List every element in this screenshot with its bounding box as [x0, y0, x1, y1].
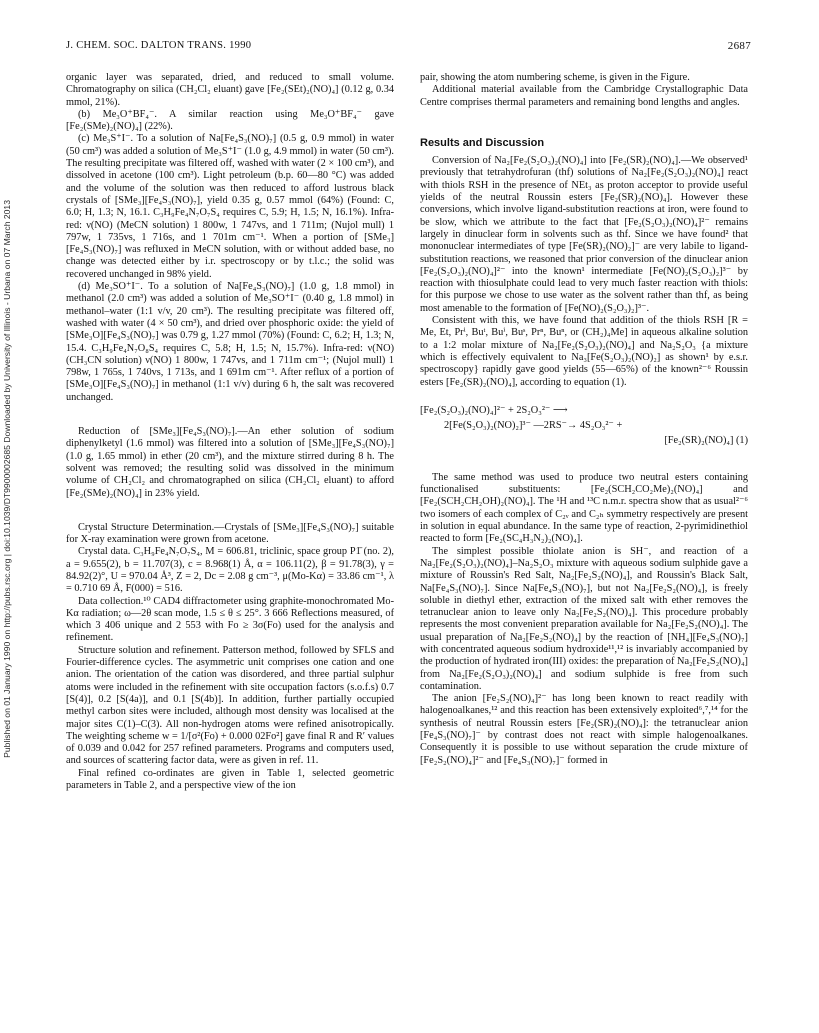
paragraph: The anion [Fe₂S₂(NO)₄]²⁻ has long been known to react readily with halogenoalkanes,¹² and this reaction has been extensively exploited⁶,⁷,¹⁴ for the synthesis of neutral Roussin esters [Fe₂(SR)₂(NO)₄]: the tetranuclear anion [Fe₄S₃(NO)₇]⁻ by contrast does not react with simple halogenoalkanes. Consequently it is possible to use without separation the crude mixture of [Fe₂S₂(NO)₄]²⁻ and [Fe₄S₃(NO)₇]⁻ formed in: [420, 693, 748, 766]
paragraph: pair, showing the atom numbering scheme, is given in the Figure.: [420, 72, 690, 83]
paragraph: (c) Me₃S⁺I⁻. To a solution of Na[Fe₄S₃(NO)₇] (0.5 g, 0.9 mmol) in water (50 cm³) was added a solution of Me₃S⁺I⁻ (1.0 g, 4.9 mmol) in water (50 cm³). The resulting precipitate was filtered off, washed with water (2 × 100 cm³), and dissolved in acetone (100 cm³). Light petroleum (b.p. 60—80 °C) was added and the volume of the solution was then reduced to afford lustrous black crystals of [SMe₃][Fe₄S₃(NO)₇], yield 0.35 g, 0.57 mmol (64%) (Found: C, 6.0; H, 1.3; N, 16.1. C₃H₉Fe₄N₇O₇S₄ requires C, 5.9; H, 1.5; N, 16.1%). Infra-red: ν(NO) (MeCN solution) 1 800w, 1 747vs, and 1 711m; (Nujol mull) 1 797w, 1 735vs, 1 716s, and 1 701m cm⁻¹. When a portion of [SMe₃][Fe₄S₃(NO)₇] was refluxed in MeCN solution, with or without added base, no change was detected either by i.r. spectroscopy or by t.l.c.; the solid was recovered unchanged in 98% yield.: [66, 133, 394, 280]
paragraph: The same method was used to produce two neutral esters containing functionalised substituents: [Fe₂(SCH₂CO₂Me)₂(NO)₄] and [Fe₂(SCH₂CH₂OH)₂(NO)₄]. The ¹H and ¹³C n.m.r. spectra show that as usual²⁻⁶ two isomers of each complex of C₂ᵥ and C₂ₕ symmetry respectively are present in solution in equal abundance. In the same type of reaction, 2-pyrimidinethiol reacted to form [Fe₂(SC₄H₃N₂)₂(NO)₄].: [420, 471, 748, 545]
left-column: [66, 72, 394, 792]
paragraph: (d) Me₃SO⁺I⁻. To a solution of Na[Fe₄S₃(NO)₇] (1.0 g, 1.8 mmol) in methanol (2.0 cm³) was added a solution of Me₃SO⁺I⁻ (0.40 g, 1.8 mmol) in methanol–water (1:1 v/v, 20 cm³). The resulting precipitate was filtered off, washed with water (4 × 50 cm³), and dried over phosphoric oxide: the yield of [SMe₃O][Fe₄S₃(NO)₇] was 0.79 g, 1.27 mmol (70%) (Found: C, 6.2; H, 1.3; N, 15.4. C₃H₉Fe₄N₇O₈S₄ requires C, 5.8; H, 1.5; N, 15.7%). Infra-red: ν(NO) (CH₃CN solution) ν(NO) 1 800w, 1 747vs, and 1 711m cm⁻¹; (Nujol mull) 1 798w, 1 765s, 1 740vs, 1 713s, and 1 691m cm⁻¹. After reflux of a portion of [SMe₃O][Fe₄S₃(NO)₇] in methanol (1:1 v/v) during 6 h, the salt was recovered unchanged.: [66, 281, 394, 403]
paragraph: Structure solution and refinement. Patterson method, followed by SFLS and Fourier-difference cycles. The asymmetric unit comprises one cation and one anion. The orientation of the cation was disordered, and three partial sulphur atoms were included in the refinement with site occupation factors (s.o.f.s) 0.7 [S(4)], 0.2 [S(4a)], and 0.1 [S(4b)]. In addition, further partially occupied methyl carbon sites were included, although most density was localised at the major sites C(1)–C(3). All non-hydrogen atoms were refined anisotropically. The weighting scheme w = 1/[σ²(Fo) + 0.000 02Fo²] gave final R and R′ values of 0.039 and 0.042 for 257 refined parameters. Programs and computers used, and sources of scattering factor data, were as given in ref. 11.: [66, 644, 394, 767]
equation-line: [Fe₂(SR)₂(NO)₄] (1): [664, 434, 748, 446]
paragraph: Crystal Structure Determination.—Crystals of [SMe₃][Fe₄S₃(NO)₇] suitable for X-ray examination were grown from acetone.: [66, 521, 394, 546]
paragraph: (b) Me₃O⁺BF₄⁻. A similar reaction using Me₃O⁺BF₄⁻ gave [Fe₂(SMe)₂(NO)₄] (22%).: [66, 108, 394, 133]
equation-line: [Fe₂(S₂O₃)₂(NO)₄]²⁻ + 2S₂O₃²⁻ ⟶: [420, 404, 568, 416]
right-column: [420, 72, 748, 767]
equation-line: 2[Fe(S₂O₃)₂(NO)₂]³⁻ —2RS⁻→ 4S₂O₃²⁻ +: [444, 419, 623, 431]
paragraph: Data collection.¹⁰ CAD4 diffractometer using graphite-monochromated Mo-Kα radiation; ω—2θ scan mode, 1.5 ≤ θ ≤ 25°. 3 666 Reflections measured, of which 3 406 unique and 2 553 with Fo ≥ 3σ(Fo) used for the analysis and refinement.: [66, 595, 394, 644]
paragraph: Reduction of [SMe₃][Fe₄S₃(NO)₇].—An ether solution of sodium diphenylketyl (1.6 mmol) was filtered into a solution of [SMe₃][Fe₄S₃(NO)₇] (1.0 g, 1.65 mmol) in ether (20 cm³), and the mixture stirred during 8 h. The solvent was removed; the resulting solid was dissolved in the minimum volume of CH₂Cl₂ and chromatographed on silica (CH₂Cl₂ eluant) to afford [Fe₂(SMe)₂(NO)₄] in 23% yield.: [66, 426, 394, 499]
section-heading: Results and Discussion: [420, 136, 545, 149]
paragraph: Crystal data. C₃H₉Fe₄N₇O₇S₄, M = 606.81, triclinic, space group P1̄ (no. 2), a = 9.655(2), b = 11.707(3), c = 8.968(1) Å, α = 106.11(2), β = 91.78(3), γ = 84.92(2)°, U = 970.04 Å³, Z = 2, Dc = 2.08 g cm⁻³, μ(Mo-Kα) = 33.86 cm⁻¹, λ = 0.710 69 Å, F(000) = 516.: [66, 546, 394, 595]
paragraph: organic layer was separated, dried, and reduced to small volume. Chromatography on silica (CH₂Cl₂ eluant) gave [Fe₂(SEt)₂(NO)₄] (0.12 g, 0.34 mmol, 21%).: [66, 72, 394, 108]
running-header: J. CHEM. SOC. DALTON TRANS. 1990: [66, 40, 252, 51]
download-watermark-text: Published on 01 January 1990 on http://pubs.rsc.org | doi:10.1039/DT9900002685 Downloaded by University of Illinois - Urbana on 07 March 2013: [2, 200, 12, 758]
page-number: 2687: [727, 40, 751, 52]
equation-1: [420, 403, 748, 448]
paragraph: The simplest possible thiolate anion is SH⁻, and reaction of a Na₂[Fe₂(S₂O₃)₂(NO)₄]–Na₂S₂O₃ mixture with aqueous sodium sulphide gave a mixture of Roussin's Red Salt, Na₂[Fe₂S₂(NO)₄], and Roussin's Black Salt, Na[Fe₄S₃(NO)₇]. Since Na[Fe₄S₃(NO)₇], but not Na₂[Fe₂S₂(NO)₄], is freely soluble in diethyl ether, extraction of the mixed salt with ether removes the tetranuclear anion to leave only Na₂[Fe₂S₂(NO)₄]. This procedure probably represents the most convenient preparation available for Na₂[Fe₂S₂(NO)₄]. The usual preparation of Na₂[Fe₂S₂(NO)₄] by the reaction of [NH₄][Fe₄S₃(NO)₇] with concentrated aqueous sodium hydroxide¹¹,¹² is invariably accompanied by the production of hydrated iron(III) oxides: the preparation of Na₂[Fe₂S₂(NO)₄] from Na₂[Fe₂(S₂O₃)₂(NO)₄] and sodium sulphide is free from such contamination.: [420, 545, 748, 692]
paragraph: Consistent with this, we have found that addition of the thiols RSH [R = Me, Et, Prⁱ, Buᵗ, Buⁱ, Buˢ, Prⁿ, Buⁿ, or (CH₂)₄Me] in aqueous alkaline solution to a 1:2 molar mixture of Na₂[Fe₂(S₂O₃)₂(NO)₄] and Na₂S₂O₃ {a mixture which is effectively equivalent to Na₃[Fe(S₂O₃)₂(NO)₂] as shown¹ by e.s.r. spectroscopy} rapidly gave good yields (55—65%) of the known²⁻⁶ Roussin esters [Fe₂(SR)₂(NO)₄], according to equation (1).: [420, 315, 748, 388]
paragraph: Conversion of Na₂[Fe₂(S₂O₃)₂(NO)₄] into [Fe₂(SR)₂(NO)₄].—We observed¹ previously that tetrahydrofuran (thf) solutions of Na₂[Fe₂(S₂O₃)₂(NO)₄] react with thiols RSH in the presence of NEt₃ as proton acceptor to provide useful yields of the neutral Roussin esters [Fe₂(SR)₂(NO)₄]. However these conversions, which involve ligand-substitution reactions at iron, were found to be slow, which we attribute to the fact that [Fe₂(S₂O₃)₂(NO)₄]²⁻ remains largely in dinuclear form in solvents such as thf. Since we have found² that mononuclear intermediates of type [Fe(SR)₂(NO)₂]⁻ are very labile to ligand-substitution reactions, we reasoned that prior conversion of the dinuclear anion [Fe₂(S₂O₃)₂(NO)₄]²⁻ into the known¹ intermediate [Fe(NO)₂(S₂O₃)₂]³⁻ by reaction with thiosulphate could lead to very much faster reaction with thiols: for this purpose we chose to use water as the solvent rather than thf, as being most amenable to the formation of [Fe(NO)₂(S₂O₃)₂]³⁻.: [420, 155, 748, 314]
download-watermark: [2, 200, 16, 840]
paragraph: Additional material available from the Cambridge Crystallographic Data Centre comprises thermal parameters and remaining bond lengths and angles.: [420, 84, 748, 108]
paragraph: Final refined co-ordinates are given in Table 1, selected geometric parameters in Table 2, and a perspective view of the ion: [66, 767, 394, 792]
